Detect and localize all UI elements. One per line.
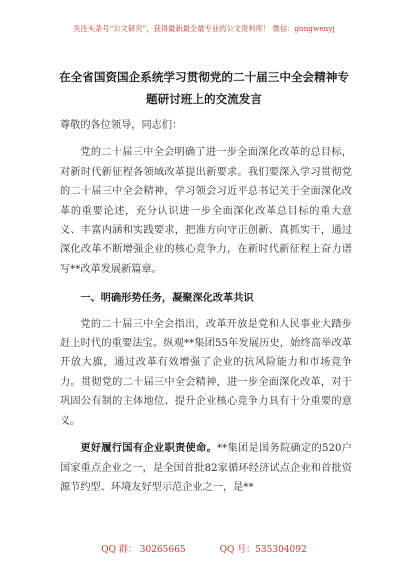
- top-banner: 关注头条号“公文研究”，获得最新最全最专业的公文资料库！ 微信：gongwenyj: [73, 24, 335, 33]
- paragraph-3-text: **集团是国务院确定的520户国家重点企业之一，是全国首批82家循环经济试点企业和首批资源节约型、环境友好型示范企业之一，是**: [60, 443, 352, 493]
- paragraph-2: 党的二十届三中全会指出，改革开放是党和人民事业大踏步赶上时代的重要法宝。纵观**集团55年发展历史，始终高举改革开放大旗，通过改革有效增强了企业的抗风险能力和市场竞争力。贯彻党的二十届三中全会精神，进一步全面深化改革，对于巩固公有制的主体地位、提升企业核心竞争力具有十分重要的意义。: [60, 318, 352, 427]
- paragraph-3-lead: 更好履行国有企业职责使命。: [80, 442, 217, 455]
- document-body: [60, 116, 352, 497]
- footer-qq-number: QQ 号：535304092: [219, 545, 307, 555]
- greeting: 尊敬的各位领导，同志们：: [60, 120, 183, 131]
- footer-qq-group: QQ 群： 30265665: [101, 545, 186, 555]
- section-heading-1: 一、明确形势任务，凝聚深化改革共识: [80, 292, 254, 305]
- footer-contact: [0, 542, 408, 555]
- paragraph-3: [60, 439, 352, 497]
- document-title: 在全省国资国企系统学习贯彻党的二十届三中全会精神专题研讨班上的交流发言: [59, 70, 349, 106]
- paragraph-1: 党的二十届三中全会明确了进一步全面深化改革的总目标，对新时代新征程各领域改革提出新要求。我们要深入学习贯彻党的二十届三中全会精神，学习领会习近平总书记关于全面深化改革的重要论述，充分认识进一步全面深化改革总目标的重大意义、丰富内涵和实践要求，把准方向守正创新、真抓实干，通过深化改革不断增强企业的核心竞争力，在新时代新征程上奋力谱写**改革发展新篇章。: [60, 147, 352, 275]
